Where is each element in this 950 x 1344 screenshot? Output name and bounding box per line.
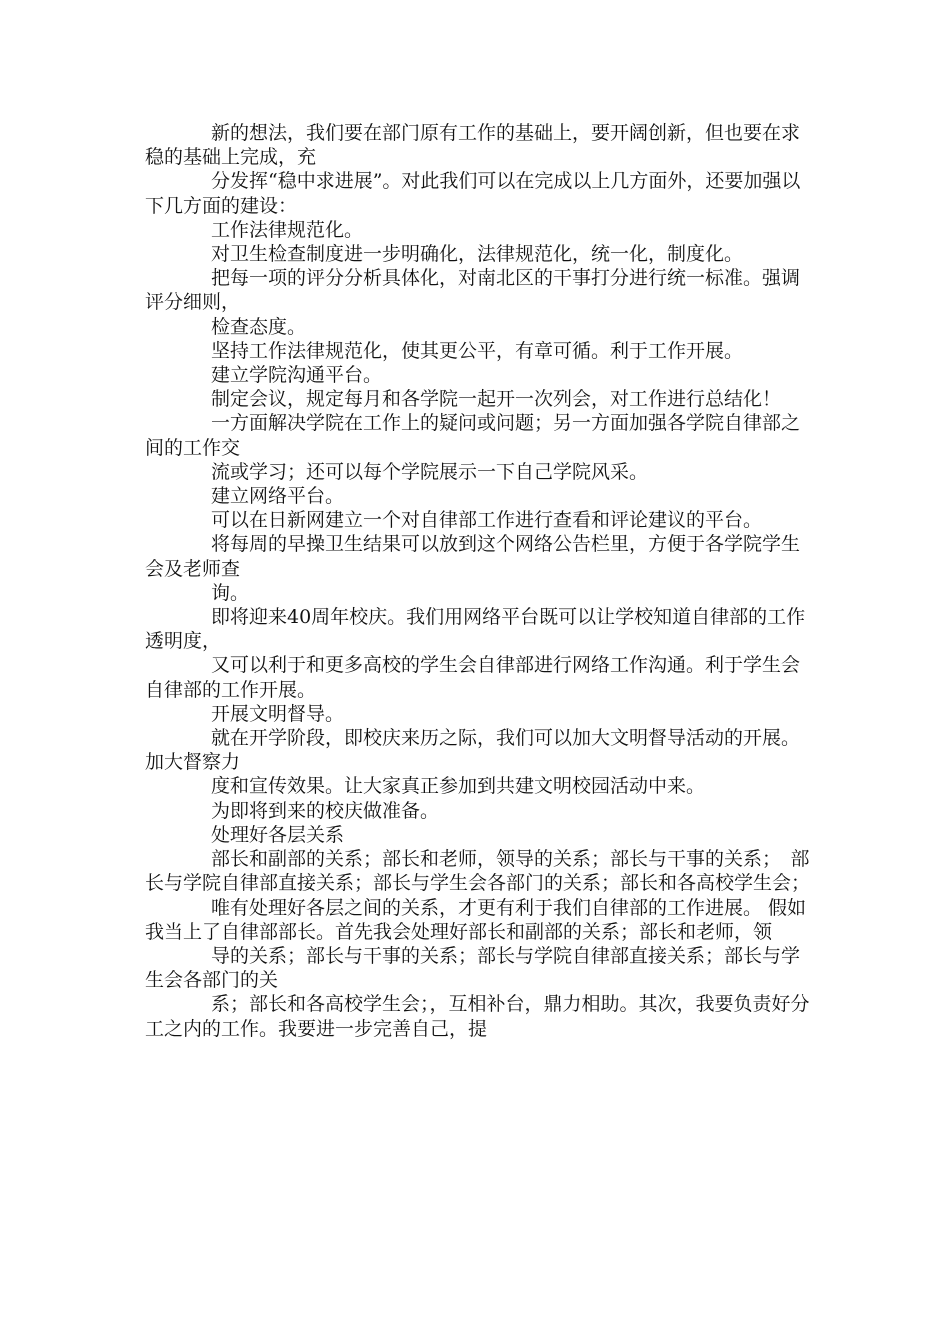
paragraph: 处理好各层关系 [211,823,345,846]
paragraph: 检查态度。 [211,315,307,338]
paragraph: 又可以利于和更多高校的学生会自律部进行网络工作沟通。利于学生会自律部的工作开展。 [145,654,801,701]
paragraph: 流或学习；还可以每个学院展示一下自己学院风采。 [211,460,649,483]
paragraph: 导的关系；部长与干事的关系；部长与学院自律部直接关系；部长与学生会各部门的关 [145,944,801,992]
paragraph: 建立网络平台。 [211,485,345,508]
paragraph: 一方面解决学院在工作上的疑问或问题；另一方面加强各学院自律部之间的工作交 [145,412,801,459]
document-body [145,121,815,1041]
paragraph: 制定会议，规定每月和各学院一起开一次列会，对工作进行总结化！ [211,388,782,411]
paragraph: 开展文明督导。 [211,702,345,725]
paragraph: 系；部长和各高校学生会；，互相补台，鼎力相助。其次，我要负责好分工之内的工作。我要进一步完善自己，提 [145,993,810,1040]
paragraph: 就在开学阶段，即校庆来历之际，我们可以加大文明督导活动的开展。加大督察力 [145,727,801,774]
paragraph: 可以在日新网建立一个对自律部工作进行查看和评论建议的平台。 [211,509,763,532]
paragraph: 把每一项的评分分析具体化，对南北区的干事打分进行统一标准。强调评分细则， [145,267,801,314]
paragraph: 唯有处理好各层之间的关系，才更有利于我们自律部的工作进展。 假如我当上了自律部部长。首先我会处理好部长和副部的关系；部长和老师，领 [145,896,807,943]
paragraph: 部长和副部的关系；部长和老师，领导的关系；部长与干事的关系； 部长与学院自律部直接关系；部长与学生会各部门的关系；部长和各高校学生会； [145,848,811,895]
paragraph: 建立学院沟通平台。 [211,364,383,387]
paragraph: 坚持工作法律规范化，使其更公平，有章可循。利于工作开展。 [211,339,744,362]
paragraph: 即将迎来40周年校庆。我们用网络平台既可以让学校知道自律部的工作透明度， [145,606,806,653]
paragraph: 度和宣传效果。让大家真正参加到共建文明校园活动中来。 [211,775,706,798]
paragraph: 工作法律规范化。 [211,218,364,241]
paragraph: 将每周的早操卫生结果可以放到这个网络公告栏里，方便于各学院学生会及老师查 [145,533,801,580]
paragraph: 询。 [211,581,250,604]
paragraph: 分发挥“稳中求进展”。对此我们可以在完成以上几方面外，还要加强以下几方面的建设： [145,170,801,217]
paragraph: 为即将到来的校庆做准备。 [211,799,440,822]
paragraph: 对卫生检查制度进一步明确化，法律规范化，统一化，制度化。 [211,243,744,266]
paragraph: 新的想法，我们要在部门原有工作的基础上，要开阔创新，但也要在求稳的基础上完成，充 [145,122,801,169]
